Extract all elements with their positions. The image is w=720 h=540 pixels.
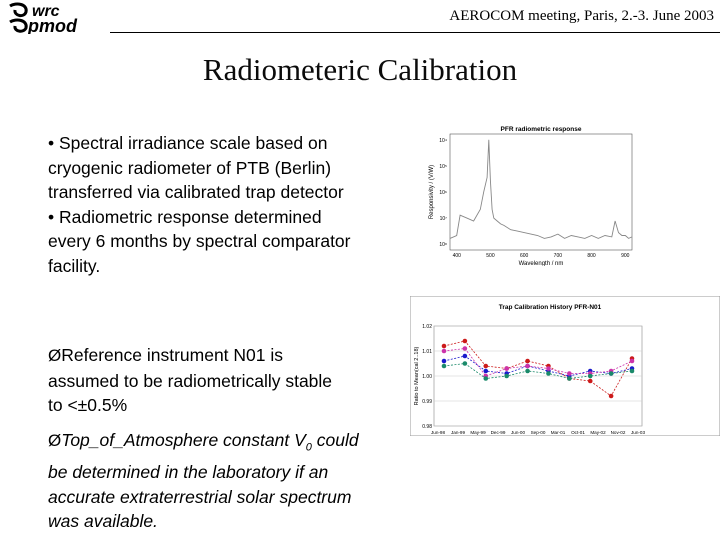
logo-swirl-icon [10,4,26,16]
slide-title: Radiometeric Calibration [202,52,518,87]
chart2-x-tick-label: Sep-00 [530,430,546,435]
chart2-data-point [588,379,593,384]
chart1-xlabel: Wavelength / nm [518,261,564,266]
chart2-data-point [463,361,468,366]
bullet-3 [48,343,348,418]
chart2-data-point [525,359,530,364]
chart1-ylabel: Responsivity / (V/W) [429,164,435,220]
chart2-x-tick-label: May-02 [590,430,606,435]
chart1-y-tick-label: 10⁷ [439,216,447,222]
bullet-4-text-post: could be determined in the laboratory if an accurate extraterrestrial solar spectrum was available. [48,430,359,531]
trap-calibration-chart [410,296,720,436]
chart2-data-point [483,376,488,381]
chart2-x-tick-label: Jun-03 [630,430,646,435]
chart2-data-point [567,376,572,381]
chart2-data-point [525,369,530,374]
chart2-y-tick-label: 0.98 [422,424,432,430]
chart2-data-point [442,349,447,354]
chart2-data-point [588,374,593,379]
meeting-caption: AEROCOM meeting, Paris, 2.-3. June 2003 [449,8,714,24]
bullet-2: • Radiometric response determined every 6 months by spectral comparator facility. [48,206,351,276]
header-rule [110,32,720,33]
chart1-x-tick-label: 900 [621,253,630,259]
radiometric-response-chart [426,124,636,266]
chart2-data-point [504,374,509,379]
chart2-x-tick-label: Dec-99 [490,430,506,435]
wrc-pmod-logo [6,2,116,39]
chart2-x-tick-label: Oct-01 [571,430,585,435]
chart1-x-tick-label: 600 [519,253,529,259]
chart2-x-tick-label: Jun-00 [510,430,526,435]
chart2-x-tick-label: Nov-02 [610,430,626,435]
chart2-y-tick-label: 1.01 [422,349,432,355]
chart2-data-point [463,339,468,344]
chart2-data-point [442,364,447,369]
chart2-data-point [630,369,635,374]
chart2-data-point [609,394,614,399]
chart2-y-tick-label: 1.02 [422,324,432,330]
chart2-data-point [504,366,509,371]
chart2-y-tick-label: 0.99 [422,399,432,405]
chart1-x-tick-label: 400 [452,253,461,259]
bullet-4-text-pre: Top_of_Atmosphere constant V [61,430,306,450]
chart2-data-point [525,364,530,369]
logo-pmod: pmod [28,16,77,34]
logo-wrc: wrc [32,3,60,20]
chart2-data-point [442,359,447,364]
bullet-1: • Spectral irradiance scale based on cryogenic radiometer of PTB (Berlin) transferred via calibrated trap detector [48,133,344,202]
chart1-x-tick-label: 800 [587,253,596,259]
arrow-bullet-icon: Ø [48,431,62,450]
chart1-x-tick-label: 500 [486,253,495,259]
arrow-bullet-icon: Ø [48,346,62,365]
chart2-x-tick-label: Mar-01 [550,430,566,435]
chart1-y-tick-label: 10⁶ [439,190,447,196]
chart1-plot-area [450,134,632,250]
chart2-data-point [609,371,614,376]
chart2-data-point [463,346,468,351]
chart1-x-tick-label: 700 [553,253,563,259]
chart2-data-point [483,364,488,369]
chart2-data-point [463,354,468,359]
chart2-data-point [546,366,551,371]
chart2-data-point [546,371,551,376]
chart2-data-point [567,371,572,376]
bullet-1-text: Spectral irradiance scale based on cryogenic radiometer of PTB (Berlin) transferred via calibrated trap detector [48,133,344,202]
bullet-4 [48,428,368,534]
chart1-y-tick-label: 10⁴ [439,138,447,144]
bullet-list-dots [48,131,358,278]
chart2-x-tick-label: Jan-99 [450,430,466,435]
chart2-ylabel: Ratio to Mean(cal 2..18) [414,346,420,406]
chart2-data-point [442,344,447,349]
chart2-data-point [483,369,488,374]
chart2-data-point [630,359,635,364]
bullet-3-text: Reference instrument N01 is assumed to be radiometrically stable to <±0.5% [48,345,333,415]
chart2-x-tick-label: May-99 [470,430,486,435]
chart1-y-tick-label: 10⁵ [439,164,447,170]
bullet-4-subscript: 0 [305,441,312,454]
chart2-title: Trap Calibration History PFR-N01 [498,304,602,311]
chart1-y-tick-label: 10⁸ [439,242,447,248]
bullet-2-text: Radiometric response determined every 6 months by spectral comparator facility. [48,206,351,276]
chart1-title: PFR radiometric response [500,126,582,133]
chart2-x-tick-label: Jun-98 [430,430,446,435]
chart2-y-tick-label: 1.00 [422,374,432,380]
